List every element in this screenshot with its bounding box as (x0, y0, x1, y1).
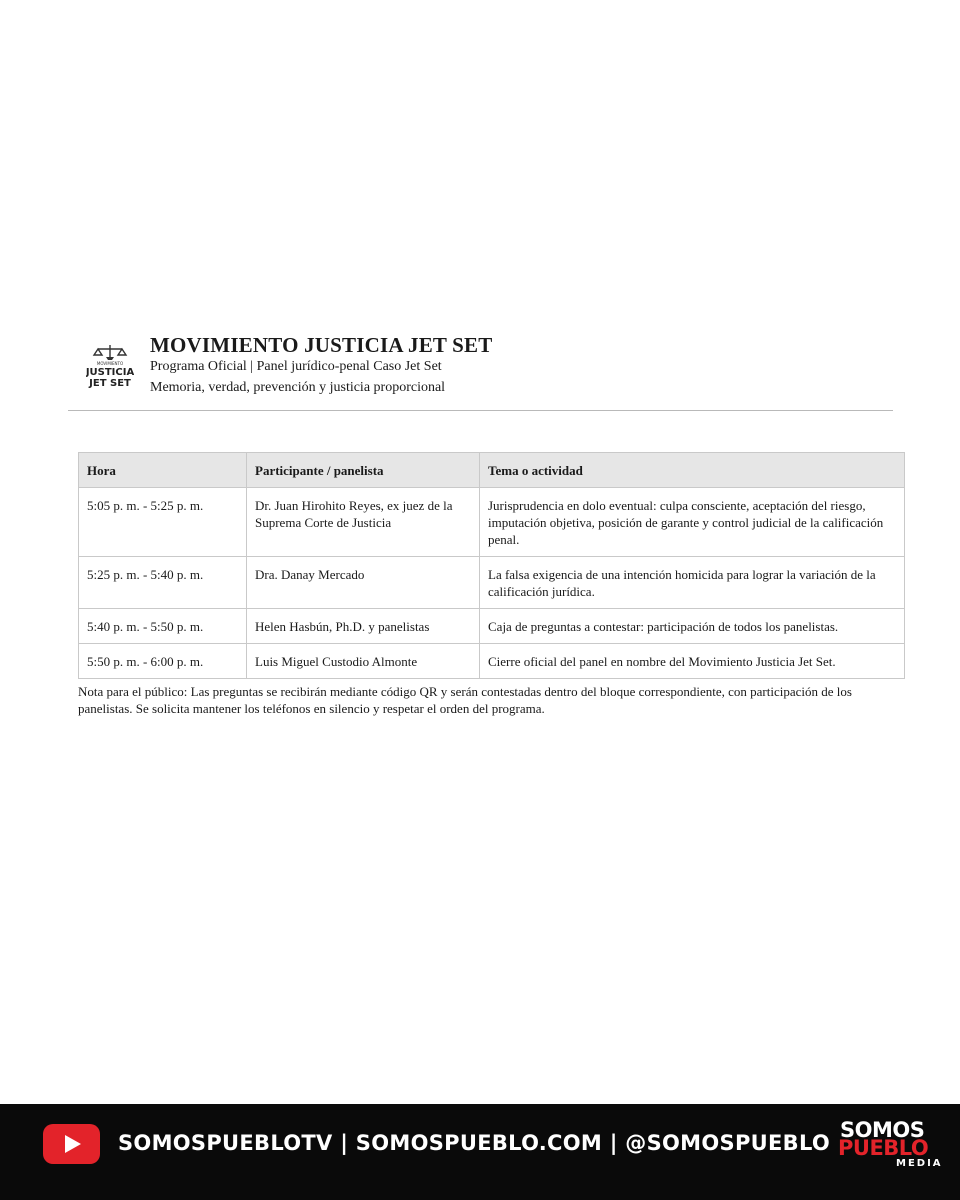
cell-tema: Caja de preguntas a contestar: participación de todos los panelistas. (480, 609, 905, 644)
document-tagline: Memoria, verdad, prevención y justicia proporcional (150, 380, 446, 395)
youtube-play-icon[interactable] (43, 1124, 100, 1164)
logo (86, 343, 134, 391)
cell-participante: Dra. Danay Mercado (247, 557, 480, 609)
program-table (78, 452, 905, 679)
table-row (79, 488, 905, 557)
table-row (79, 644, 905, 679)
cell-hora: 5:25 p. m. - 5:40 p. m. (79, 557, 247, 609)
logo-line-3: JET SET (89, 378, 131, 389)
cell-tema: Jurisprudencia en dolo eventual: culpa consciente, aceptación del riesgo, imputación objetiva, posición de garante y control judicial de la calificación penal. (480, 488, 905, 557)
cell-participante: Dr. Juan Hirohito Reyes, ex juez de la Suprema Corte de Justicia (247, 488, 480, 557)
header-participante: Participante / panelista (247, 453, 480, 488)
brand-line-2: PUEBLO (838, 1136, 929, 1160)
logo-line-1: MOVIMIENTO (96, 361, 124, 366)
brand-line-3: MEDIA (896, 1158, 943, 1169)
cell-participante: Helen Hasbún, Ph.D. y panelistas (247, 609, 480, 644)
table-row (79, 557, 905, 609)
cell-tema: La falsa exigencia de una intención homicida para lograr la variación de la calificación jurídica. (480, 557, 905, 609)
logo-line-2: JUSTICIA (86, 367, 134, 378)
cell-hora: 5:05 p. m. - 5:25 p. m. (79, 488, 247, 557)
footer-social-links[interactable]: SOMOSPUEBLOTV | SOMOSPUEBLO.COM | @SOMOSPUEBLO (118, 1131, 831, 1155)
header-tema: Tema o actividad (480, 453, 905, 488)
header-divider (68, 410, 893, 411)
scales-of-justice-icon (86, 343, 134, 391)
table-row (79, 609, 905, 644)
somos-pueblo-brand-logo (836, 1118, 948, 1176)
cell-participante: Luis Miguel Custodio Almonte (247, 644, 480, 679)
audience-note: Nota para el público: Las preguntas se recibirán mediante código QR y serán contestadas dentro del bloque correspondiente, con participación de los panelistas. Se solicita mantener los teléfonos en silencio y respetar el orden del programa. (78, 684, 852, 716)
cell-tema: Cierre oficial del panel en nombre del Movimiento Justicia Jet Set. (480, 644, 905, 679)
header-hora: Hora (79, 453, 247, 488)
brand-line-1: SOMOS (840, 1118, 925, 1142)
document-title: MOVIMIENTO JUSTICIA JET SET (150, 333, 493, 357)
table-header-row (79, 453, 905, 488)
document-subtitle: Programa Oficial | Panel jurídico-penal Caso Jet Set (150, 359, 442, 374)
cell-hora: 5:50 p. m. - 6:00 p. m. (79, 644, 247, 679)
cell-hora: 5:40 p. m. - 5:50 p. m. (79, 609, 247, 644)
